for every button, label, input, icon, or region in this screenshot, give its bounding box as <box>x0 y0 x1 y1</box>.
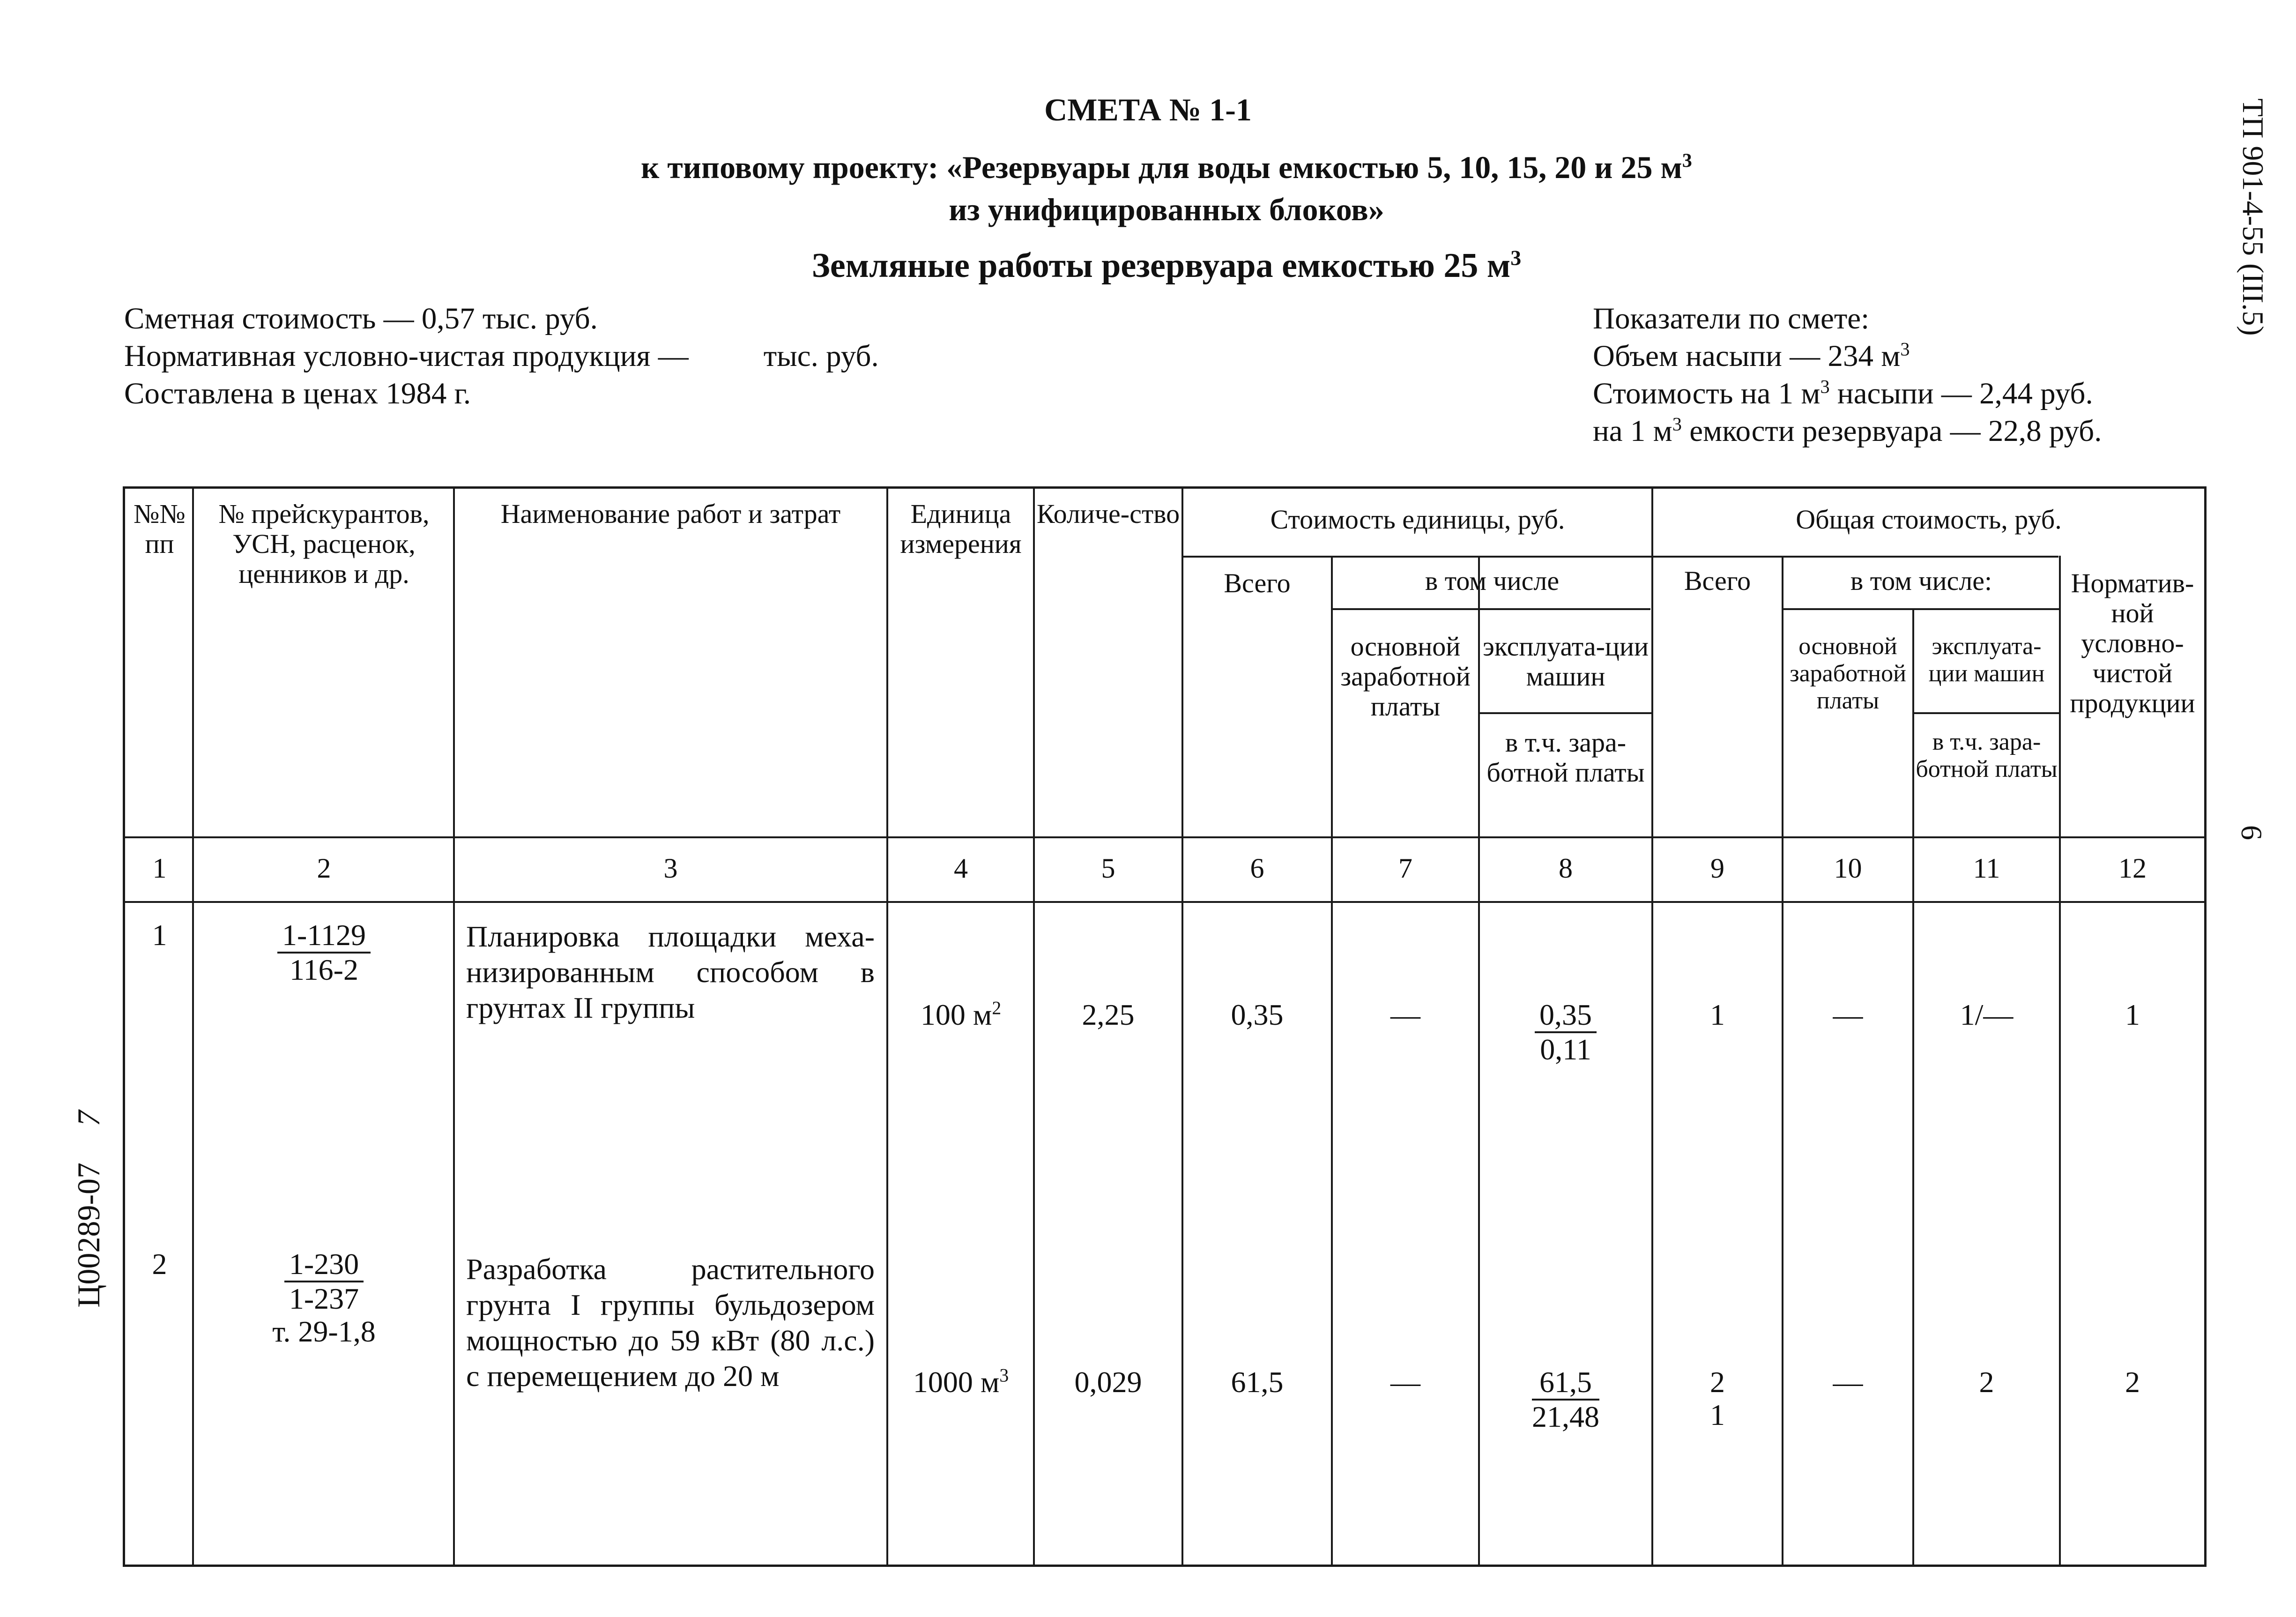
subtitle-line1-sup: 3 <box>1682 149 1692 172</box>
price-ref-num: 1-230 <box>284 1248 364 1282</box>
unit-machines-den: 0,11 <box>1540 1033 1591 1066</box>
unit-machines <box>1480 999 1651 1066</box>
left-code-text: Ц00289-07 <box>71 1162 106 1308</box>
col-number: 6 <box>1250 853 1264 884</box>
cost-per-m3-capacity-sup: 3 <box>1672 413 1682 435</box>
col-number: 8 <box>1559 853 1573 884</box>
cost-per-m3-capacity-b: емкости резервуара — 22,8 руб. <box>1681 414 2102 448</box>
indicators-title: Показатели по смете: <box>1593 302 1870 335</box>
unit-machines-num: 0,35 <box>1535 999 1597 1033</box>
price-ref <box>194 919 454 986</box>
header-unit: Единица измерения <box>900 499 1022 559</box>
col-number: 5 <box>1101 853 1115 884</box>
unit-text: 100 м <box>920 998 992 1031</box>
col-divider <box>192 489 194 1565</box>
row-divider <box>1331 608 1650 610</box>
quantity: 0,029 <box>1074 1365 1142 1399</box>
row-number: 1 <box>152 918 167 952</box>
document-subtitle-line1 <box>0 149 2296 186</box>
unit-sup: 2 <box>992 998 1002 1019</box>
section-title-text: Земляные работы резервуара емкостью 25 м <box>811 246 1511 285</box>
header-total-incl: в том числе: <box>1850 566 1992 596</box>
price-ref-extra: т. 29-1,8 <box>272 1315 376 1348</box>
col-number: 11 <box>1973 853 2000 884</box>
unit <box>888 1366 1033 1399</box>
row-divider <box>1912 712 2059 714</box>
fill-volume-text: Объем насыпи — 234 м <box>1593 339 1901 373</box>
side-code-right: ТП 901-4-55 (III.5) <box>2237 98 2270 336</box>
header-unit-cost: Стоимость единицы, руб. <box>1270 504 1565 535</box>
unit-base-wage: — <box>1390 1365 1420 1399</box>
header-unit-incl: в том числе <box>1425 566 1560 596</box>
estimate-cost: Сметная стоимость — 0,57 тыс. руб. <box>124 302 598 335</box>
price-ref <box>194 1248 454 1348</box>
price-ref-num: 1-1129 <box>277 919 371 954</box>
total-machines: 2 <box>1979 1365 1994 1399</box>
quantity: 2,25 <box>1082 998 1135 1031</box>
side-code-left <box>70 1110 107 1308</box>
page-number-left: 7 <box>71 1110 106 1126</box>
document-subtitle-line2: из унифицированных блоков» <box>949 192 1384 227</box>
header-total-machines: эксплуата-ции машин <box>1928 633 2045 687</box>
total-base-wage: — <box>1833 998 1863 1031</box>
normative-product-label: Нормативная условно-чистая продукция — <box>124 339 689 373</box>
document-title: СМЕТА № 1-1 <box>1044 92 1252 127</box>
col-number: 1 <box>152 853 167 884</box>
total: 1 <box>1710 998 1725 1031</box>
header-unit-total: Всего <box>1224 568 1291 598</box>
row-divider <box>1782 608 2059 610</box>
col-number: 9 <box>1710 853 1724 884</box>
header-total-machines-wage: в т.ч. зара-ботной платы <box>1916 729 2058 782</box>
price-ref-den: 116-2 <box>290 953 358 986</box>
cost-per-m3-capacity <box>1593 412 2102 450</box>
header-work-name: Наименование работ и затрат <box>500 499 841 529</box>
normative-product-unit: тыс. руб. <box>763 339 879 373</box>
subtitle-line1-text: к типовому проекту: «Резервуары для воды емкостью 5, 10, 15, 20 и 25 м <box>641 149 1682 185</box>
header-row-number: №№ пп <box>134 499 186 559</box>
work-name: Планировка площадки меха-низированным способом в грунтах II группы <box>466 920 875 1024</box>
normative-product <box>124 337 879 375</box>
section-title-sup: 3 <box>1510 246 1522 270</box>
price-ref-den: 1-237 <box>289 1282 359 1315</box>
header-unit-machines-wage: в т.ч. зара-ботной платы <box>1486 727 1645 788</box>
col-number: 7 <box>1398 853 1412 884</box>
normative-product: 2 <box>2125 1365 2140 1399</box>
unit-text: 1000 м <box>913 1365 1000 1399</box>
section-title <box>0 246 2296 286</box>
header-unit-machines: эксплуата-ции машин <box>1482 631 1649 692</box>
unit-sup: 3 <box>999 1365 1009 1386</box>
header-normative-product: Норматив-ной условно-чистой продукции <box>2070 568 2195 718</box>
row-divider <box>125 836 2204 838</box>
total-line2: 1 <box>1710 1398 1725 1431</box>
estimate-indicators <box>1593 300 2102 450</box>
page-number-right: 6 <box>2235 825 2268 840</box>
cost-per-m3-capacity-a: на 1 м <box>1593 414 1672 448</box>
unit-machines <box>1480 1366 1651 1433</box>
unit <box>888 999 1033 1031</box>
header-total-base-wage: основной заработной платы <box>1790 633 1906 714</box>
row-divider <box>1478 712 1651 714</box>
unit-machines-num: 61,5 <box>1532 1366 1599 1401</box>
row-divider <box>125 901 2204 903</box>
estimate-table <box>123 486 2207 1567</box>
total-machines: 1/— <box>1960 998 2014 1031</box>
cost-per-m3-fill-b: насыпи — 2,44 руб. <box>1829 377 2093 410</box>
header-price-ref: № прейскурантов, УСН, расценок, ценников и др. <box>218 499 430 589</box>
unit-total: 0,35 <box>1231 998 1284 1031</box>
col-number: 10 <box>1834 853 1862 884</box>
fill-volume <box>1593 337 2102 375</box>
col-number: 3 <box>663 853 678 884</box>
unit-total: 61,5 <box>1231 1365 1284 1399</box>
row-number: 2 <box>152 1247 167 1281</box>
cost-per-m3-fill-sup: 3 <box>1820 376 1830 397</box>
row-divider <box>1181 556 2058 558</box>
header-unit-base-wage: основной заработной платы <box>1340 631 1471 722</box>
price-year: Составлена в ценах 1984 г. <box>124 377 471 410</box>
header-total-cost: Общая стоимость, руб. <box>1796 504 2062 535</box>
normative-product: 1 <box>2125 998 2140 1031</box>
total-base-wage: — <box>1833 1365 1863 1399</box>
total-line1: 2 <box>1710 1365 1725 1399</box>
col-number: 12 <box>2118 853 2147 884</box>
total <box>1653 1366 1782 1431</box>
header-quantity: Количе-ство <box>1036 499 1180 529</box>
work-name: Разработка растительного грунта I группы бульдозером мощностью до 59 кВт (80 л.с.) с перемещением до 20 м <box>466 1252 875 1393</box>
cost-per-m3-fill-a: Стоимость на 1 м <box>1593 377 1820 410</box>
col-number: 4 <box>954 853 968 884</box>
col-number: 2 <box>317 853 331 884</box>
fill-volume-sup: 3 <box>1900 338 1910 360</box>
estimate-info-left <box>124 300 879 412</box>
col-divider <box>453 489 455 1565</box>
header-total-total: Всего <box>1684 566 1751 596</box>
unit-machines-den: 21,48 <box>1532 1400 1599 1433</box>
cost-per-m3-fill <box>1593 375 2102 412</box>
unit-base-wage: — <box>1390 998 1420 1031</box>
